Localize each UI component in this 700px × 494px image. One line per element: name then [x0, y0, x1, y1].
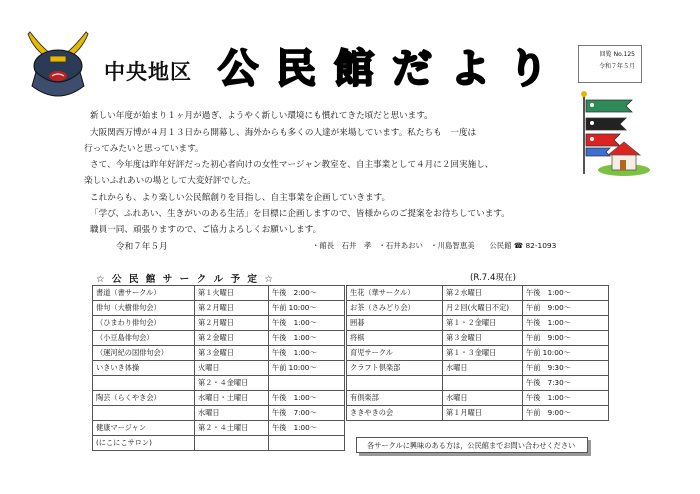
circle-time: 午前 10:00～ — [269, 301, 345, 316]
table-row — [93, 301, 345, 316]
circle-day: 第２月曜日 — [195, 316, 269, 331]
table-row — [93, 391, 345, 406]
circle-time: 午後 1:00～ — [523, 286, 609, 301]
circle-name: 将棋 — [347, 331, 443, 346]
circle-name: （小豆島俳句会） — [93, 331, 195, 346]
circle-time: 午後 1:00～ — [269, 316, 345, 331]
circle-name: 陶芸（らくやき会） — [93, 391, 195, 406]
inquiry-notice: 各サークルに興味のある方は，公民館までお問い合わせください — [356, 437, 588, 453]
circle-time: 午前 10:00～ — [523, 346, 609, 361]
body-line: 楽しいふれあいの場として大変好評でした。 — [84, 176, 256, 186]
circle-day: 第２・４金曜日 — [195, 376, 269, 391]
table-row — [347, 391, 609, 406]
circle-name — [93, 376, 195, 391]
table-row — [93, 376, 345, 391]
body-line: さて、今年度は昨年好評だった初心者向けの女性マージャン教室を、自主事業として４月に２回実施し、 — [90, 160, 494, 170]
circle-day — [195, 436, 269, 451]
circle-name: 育児サークル — [347, 346, 443, 361]
circle-name: 囲碁 — [347, 316, 443, 331]
circle-time — [269, 376, 345, 391]
circle-day: 第３金曜日 — [195, 346, 269, 361]
table-row — [93, 316, 345, 331]
circle-name: 生花（華サークル） — [347, 286, 443, 301]
circle-time: 午後 1:00～ — [269, 331, 345, 346]
circle-name: 書道（書サークル） — [93, 286, 195, 301]
table-row — [347, 346, 609, 361]
circle-name: (にこにこサロン) — [93, 436, 195, 451]
samurai-helmet-icon — [24, 26, 92, 106]
circle-day: 第２水曜日 — [443, 286, 523, 301]
circle-time: 午後 1:00～ — [523, 391, 609, 406]
circle-name: 有倶楽部 — [347, 391, 443, 406]
circle-name: ききやきの会 — [347, 406, 443, 421]
body-line: 「学び、ふれあい、生きがいのある生活」を目標に企画しますので、皆様からのご提案をお待ちしています。 — [90, 209, 510, 219]
newsletter-title: 公民館だより — [218, 46, 566, 92]
schedule-title: ☆ 公 民 館 サ ー ク ル 予 定 ☆ — [96, 274, 275, 285]
body-line: 新しい年度が始まり１ヶ月が過ぎ、ようやく新しい環境にも慣れてきた頃だと思います。 — [90, 111, 433, 121]
table-row — [347, 316, 609, 331]
circle-day: 第１・３金曜日 — [443, 346, 523, 361]
table-row — [93, 346, 345, 361]
footer-date: 令和７年５月 — [116, 242, 168, 252]
circle-day: 第２金曜日 — [195, 331, 269, 346]
circle-day: 第１・２金曜日 — [443, 316, 523, 331]
circle-time: 午後 1:00～ — [269, 421, 345, 436]
circle-day: 第３金曜日 — [443, 331, 523, 346]
circle-time: 午後 2:00～ — [269, 286, 345, 301]
circle-day: 第２月曜日 — [195, 301, 269, 316]
circle-time: 午前 9:00～ — [523, 301, 609, 316]
circle-name — [347, 376, 443, 391]
circle-name: いきいき体操 — [93, 361, 195, 376]
table-row — [93, 436, 345, 451]
circle-day: 第１月曜日 — [443, 406, 523, 421]
staff-contact: ・館長 石井 孝 ・石井あおい ・川島智恵美 公民館 ☎ 82-1093 — [312, 241, 557, 250]
table-row — [347, 331, 609, 346]
body-line: 大阪関西万博が４月１３日から開幕し、海外からも多くの人達が来場しています。私たちも 一度は — [90, 128, 477, 138]
circle-day: 水曜日・土曜日 — [195, 391, 269, 406]
schedule-as-of: (R.7.4現在) — [470, 273, 516, 283]
issue-date: 令和７年５月 — [598, 63, 635, 70]
table-row — [93, 421, 345, 436]
table-row — [347, 286, 609, 301]
circle-time: 午前 9:00～ — [523, 406, 609, 421]
circle-time: 午前 9:00～ — [523, 331, 609, 346]
circle-time — [269, 436, 345, 451]
table-row — [347, 301, 609, 316]
table-row — [93, 406, 345, 421]
circle-day: 水曜日 — [443, 391, 523, 406]
circle-time: 午前 9:30～ — [523, 361, 609, 376]
table-row — [93, 286, 345, 301]
district-name: 中央地区 — [104, 60, 192, 84]
carp-streamer-icon — [580, 90, 652, 178]
circle-time: 午後 1:00～ — [269, 346, 345, 361]
circle-name: クラフト倶楽部 — [347, 361, 443, 376]
issue-number: 回覧 No.125 — [599, 51, 635, 58]
circle-name: 健康マージャン — [93, 421, 195, 436]
circle-name — [93, 406, 195, 421]
schedule-table-right — [346, 285, 609, 421]
table-row — [347, 376, 609, 391]
circle-time: 午後 1:00～ — [523, 316, 609, 331]
circle-day: 第２・４土曜日 — [195, 421, 269, 436]
circle-day: 水曜日 — [443, 361, 523, 376]
circle-time: 午後 1:00～ — [269, 391, 345, 406]
table-row — [347, 406, 609, 421]
circle-time: 午前 10:00～ — [269, 361, 345, 376]
circle-time: 午後 7:30～ — [523, 376, 609, 391]
circle-name: （ひまわり俳句会） — [93, 316, 195, 331]
circle-time: 午後 7:00～ — [269, 406, 345, 421]
table-row — [347, 361, 609, 376]
circle-name: 俳句（大樹俳句会） — [93, 301, 195, 316]
table-row — [93, 331, 345, 346]
body-line: 行ってみたいと思っています。 — [84, 144, 204, 154]
circle-day: 第１火曜日 — [195, 286, 269, 301]
circle-day: 火曜日 — [195, 361, 269, 376]
circle-name: お茶（さみどり会） — [347, 301, 443, 316]
circle-day — [443, 376, 523, 391]
body-line: 職員一同、頑張りますので、ご協力よろしくお願いします。 — [90, 225, 322, 235]
schedule-table-left — [92, 285, 345, 451]
issue-box — [578, 45, 642, 83]
circle-name: （運河紀の国俳句会） — [93, 346, 195, 361]
circle-day: 水曜日 — [195, 406, 269, 421]
circle-day: 月２回(火曜日不定) — [443, 301, 523, 316]
table-row — [93, 361, 345, 376]
body-line: これからも、より楽しい公民館創りを目指し、自主事業を企画していきます。 — [90, 193, 391, 203]
